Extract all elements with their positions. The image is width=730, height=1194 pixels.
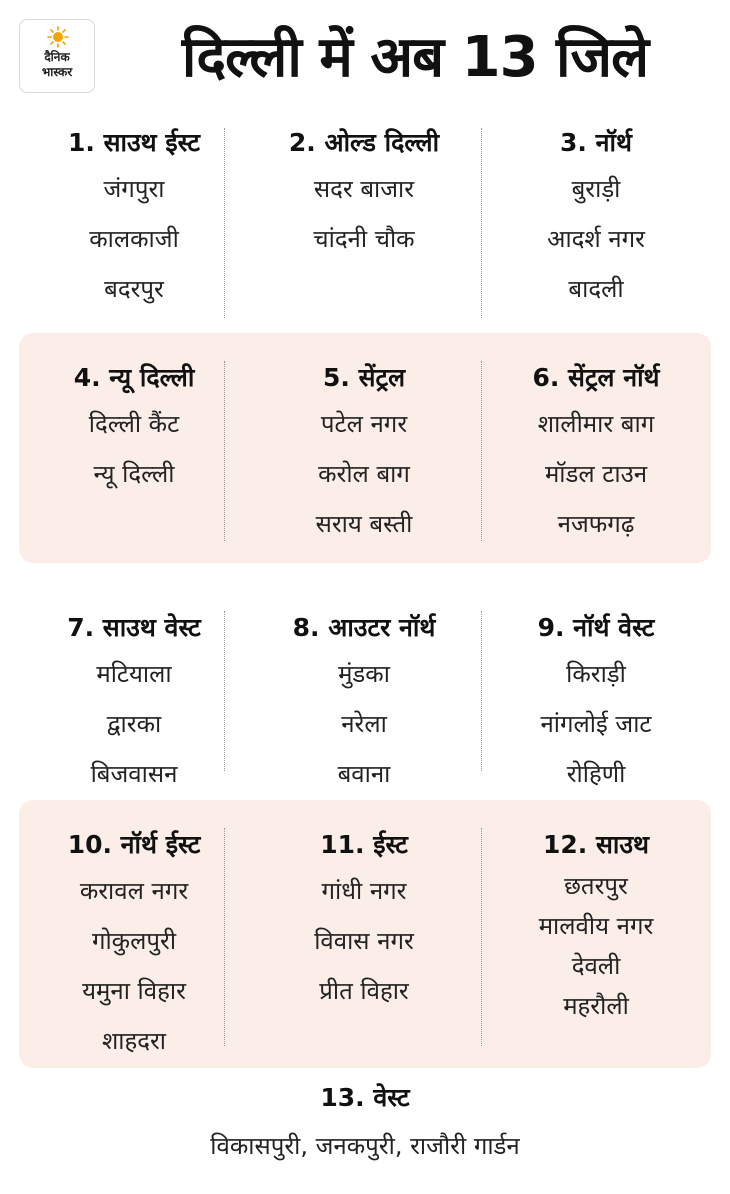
district-name: 2. ओल्ड दिल्ली xyxy=(288,128,440,157)
column-divider xyxy=(481,828,482,1046)
logo-text-line2: भास्कर xyxy=(41,65,73,79)
area-item: शाहदरा xyxy=(101,1027,167,1055)
area-item: दिल्ली कैंट xyxy=(88,410,180,438)
area-item: करोल बाग xyxy=(318,460,410,488)
page-title: दिल्ली में अब 13 जिले xyxy=(181,25,649,90)
district-column xyxy=(249,800,479,1068)
district-row xyxy=(19,333,711,563)
column-divider xyxy=(224,611,225,771)
district-name: 7. साउथ वेस्ट xyxy=(67,613,201,642)
area-item: प्रीत विहार xyxy=(319,977,409,1005)
area-item: द्वारका xyxy=(106,710,162,738)
district-areas: विकासपुरी, जनकपुरी, राजौरी गार्डन xyxy=(210,1132,520,1160)
column-divider xyxy=(224,128,225,318)
district-column xyxy=(19,800,249,1068)
column-divider xyxy=(481,361,482,541)
area-item: मुंडका xyxy=(338,660,390,688)
district-name: 8. आउटर नॉर्थ xyxy=(292,613,436,642)
area-item: चांदनी चौक xyxy=(313,225,415,253)
district-name: 11. ईस्ट xyxy=(320,830,408,859)
district-column xyxy=(19,118,249,328)
area-item: मालवीय नगर xyxy=(538,912,654,940)
district-column xyxy=(249,583,479,793)
district-row xyxy=(19,583,711,793)
area-item: सदर बाजार xyxy=(313,175,415,203)
area-item: गोकुलपुरी xyxy=(91,927,177,955)
district-column xyxy=(481,118,711,328)
area-item: विवास नगर xyxy=(314,927,414,955)
area-item: बादली xyxy=(568,275,624,303)
district-column xyxy=(481,583,711,793)
area-item: बवाना xyxy=(337,760,391,788)
area-item: छतरपुर xyxy=(564,872,628,900)
column-divider xyxy=(224,361,225,541)
area-item: नजफगढ़ xyxy=(557,510,635,538)
dainik-bhaskar-logo xyxy=(19,19,95,93)
district-column xyxy=(481,800,711,1068)
column-divider xyxy=(481,611,482,771)
area-item: किराड़ी xyxy=(566,660,626,688)
district-name: 13. वेस्ट xyxy=(320,1083,410,1112)
district-column xyxy=(481,333,711,563)
district-column xyxy=(19,333,249,563)
area-item: बुराड़ी xyxy=(571,175,621,203)
area-item: गांधी नगर xyxy=(321,877,407,905)
area-item: पटेल नगर xyxy=(320,410,408,438)
district-name: 4. न्यू दिल्ली xyxy=(73,363,195,392)
district-name: 12. साउथ xyxy=(542,830,650,859)
district-name: 10. नॉर्थ ईस्ट xyxy=(67,830,201,859)
area-item: करावल नगर xyxy=(79,877,189,905)
area-item: महरौली xyxy=(563,992,629,1020)
area-item: देवली xyxy=(571,952,621,980)
district-name: 6. सेंट्रल नॉर्थ xyxy=(532,363,660,392)
sun-icon xyxy=(47,26,69,48)
district-column xyxy=(19,583,249,793)
area-item: जंगपुरा xyxy=(103,175,165,203)
district-name: 1. साउथ ईस्ट xyxy=(68,128,200,157)
area-item: न्यू दिल्ली xyxy=(93,460,175,488)
column-divider xyxy=(481,128,482,318)
district-name: 5. सेंट्रल xyxy=(322,363,406,392)
area-item: बदरपुर xyxy=(104,275,164,303)
area-item: नांगलोई जाट xyxy=(540,710,652,738)
logo-text-line1: दैनिक xyxy=(44,50,70,64)
district-row xyxy=(19,800,711,1068)
area-item: कालकाजी xyxy=(89,225,179,253)
area-item: सराय बस्ती xyxy=(315,510,413,538)
district-name: 9. नॉर्थ वेस्ट xyxy=(537,613,655,642)
column-divider xyxy=(224,828,225,1046)
area-item: मटियाला xyxy=(96,660,172,688)
district-column xyxy=(249,118,479,328)
area-item: यमुना विहार xyxy=(82,977,186,1005)
area-item: नरेला xyxy=(341,710,387,738)
district-row xyxy=(19,118,711,328)
district-name: 3. नॉर्थ xyxy=(560,128,632,157)
area-item: शालीमार बाग xyxy=(537,410,655,438)
area-item: आदर्श नगर xyxy=(547,225,645,253)
area-item: मॉडल टाउन xyxy=(544,460,648,488)
area-item: रोहिणी xyxy=(566,760,626,788)
area-item: बिजवासन xyxy=(90,760,178,788)
district-column xyxy=(249,333,479,563)
